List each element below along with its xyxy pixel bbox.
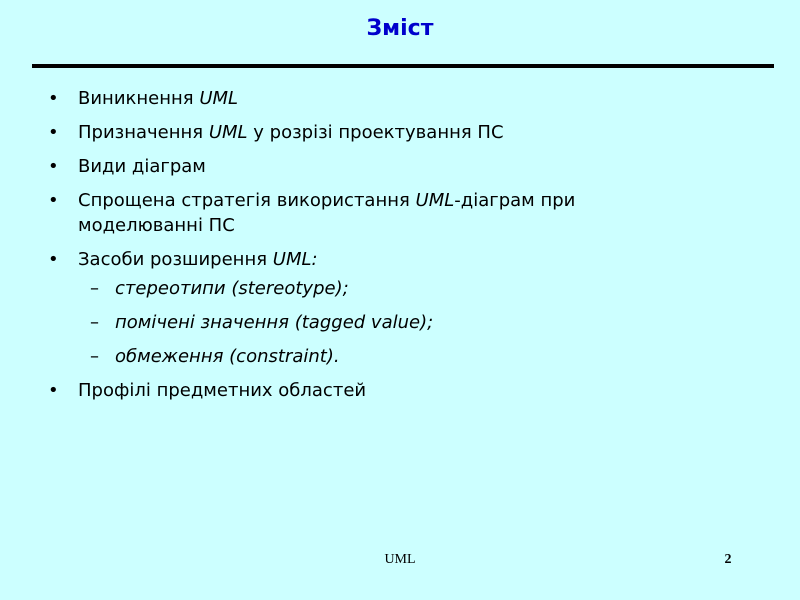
list-item-text: Профілі предметних областей [78,380,367,401]
bullet-icon: • [48,249,59,270]
bullet-icon: • [48,88,59,109]
list-item-text: UML: [272,249,318,270]
list-item [46,188,706,238]
page-number: 2 [724,552,732,567]
footer-label: UML [384,552,416,567]
sub-list-item-text: стереотипи (stereotype); [115,278,349,299]
sub-list [78,276,706,369]
bullet-icon: • [48,380,59,401]
list-item-text: Засоби розширення [78,249,273,270]
bullet-icon: • [48,190,59,211]
list-item [46,378,706,403]
list-item-text: у розрізі проектування ПС [247,122,504,143]
sub-list-item-text: обмеження (constraint). [115,346,340,367]
sub-list-item-text: помічені значення (tagged value); [115,312,434,333]
dash-icon: – [90,312,99,333]
sub-list-item [78,310,706,335]
list-item [46,120,706,145]
list-item-text: Види діаграм [78,156,206,177]
list-item-text: UML [208,122,248,143]
list-item [46,247,706,369]
dash-icon: – [90,346,99,367]
slide-title: Зміст [366,16,434,41]
bullet-icon: • [48,156,59,177]
list-item-text: UML [415,190,455,211]
bullet-icon: • [48,122,59,143]
list-item-text: -діаграм при моделюванні ПС [78,190,576,236]
sub-list-item [78,276,706,301]
sub-list-item [78,344,706,369]
list-item-text: Призначення [78,122,209,143]
list-item-text: Спрощена стратегія використання [78,190,416,211]
list-item [46,154,706,179]
dash-icon: – [90,278,99,299]
list-item [46,86,706,111]
list-item-text: UML [199,88,239,109]
list-item-text: Виникнення [78,88,200,109]
title-divider [32,64,774,68]
content-list [46,86,706,412]
